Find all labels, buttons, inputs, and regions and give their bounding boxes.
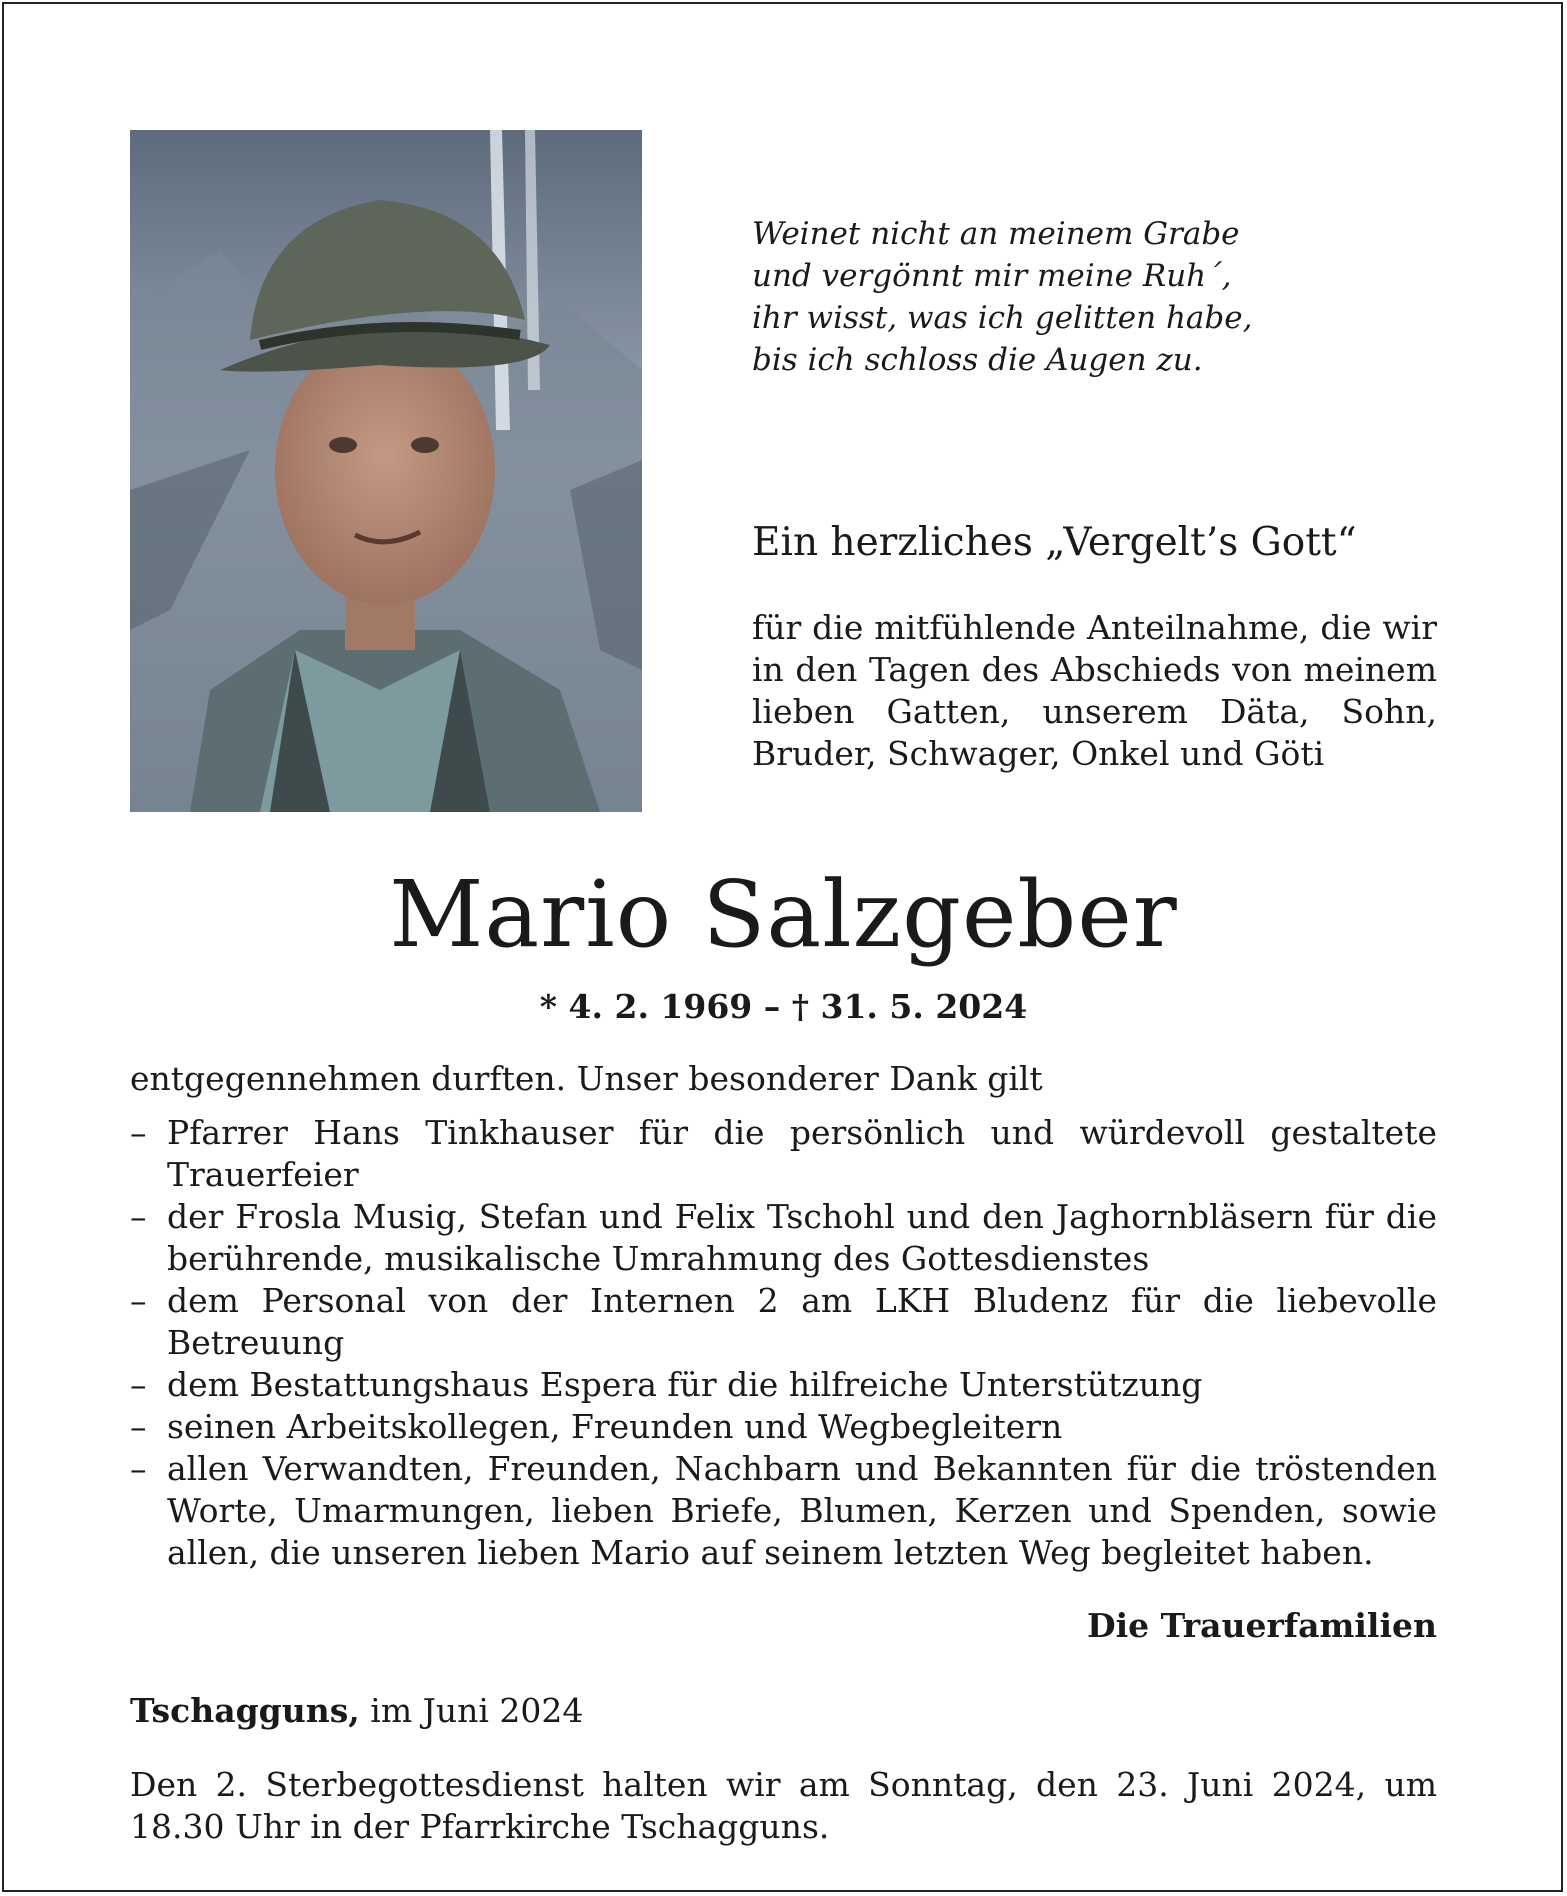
list-item: – seinen Arbeitskollegen, Freunden und Wegbegleitern bbox=[130, 1406, 1437, 1448]
service-notice: Den 2. Sterbegottesdienst halten wir am Sonntag, den 23. Juni 2024, um 18.30 Uhr in der Pfarrkirche Tschagguns. bbox=[130, 1765, 1437, 1846]
portrait-illustration bbox=[130, 130, 642, 812]
poem-line: und vergönnt mir meine Ruh´, bbox=[752, 258, 1232, 294]
place-month: im Juni 2024 bbox=[370, 1691, 584, 1730]
deceased-name: Mario Salzgeber bbox=[389, 861, 1178, 968]
poem-line: ihr wisst, was ich gelitten habe, bbox=[752, 300, 1253, 336]
poem-line: Weinet nicht an meinem Grabe bbox=[752, 216, 1240, 252]
life-dates: * 4. 2. 1969 – † 31. 5. 2024 bbox=[539, 987, 1028, 1026]
list-item: – der Frosla Musig, Stefan und Felix Tschohl und den Jaghornbläsern für die berührende, musikalische Umrahmung des Gottesdienstes bbox=[130, 1196, 1437, 1280]
list-item: – dem Personal von der Internen 2 am LKH Bludenz für die liebevolle Betreuung bbox=[130, 1280, 1437, 1364]
portrait-photo bbox=[130, 130, 642, 812]
list-item: – allen Verwandten, Freunden, Nachbarn und Bekannten für die tröstenden Worte, Umarmungen, lieben Briefe, Blumen, Kerzen und Spenden, sowie allen, die unseren lieben Mario auf seinem letzten Weg begleitet haben. bbox=[130, 1448, 1437, 1574]
thanks-continuation: entgegennehmen durften. Unser besonderer Dank gilt bbox=[130, 1059, 1043, 1098]
thanks-intro: für die mitfühlende Anteilnahme, die wir in den Tagen des Abschieds von meinem lieben Gatten, unserem Däta, Sohn, Bruder, Schwager, Onkel und Göti bbox=[752, 608, 1437, 773]
thanks-heading: Ein herzliches „Vergelt’s Gott“ bbox=[752, 520, 1357, 565]
poem-line: bis ich schloss die Augen zu. bbox=[752, 342, 1203, 378]
list-item: – Pfarrer Hans Tinkhauser für die persönlich und würdevoll gestaltete Trauerfeier bbox=[130, 1112, 1437, 1196]
thanks-list bbox=[130, 1112, 1437, 1574]
signature: Die Trauerfamilien bbox=[1086, 1606, 1437, 1645]
poem bbox=[752, 213, 1272, 381]
place-town: Tschagguns, bbox=[130, 1691, 360, 1730]
place-date bbox=[130, 1690, 1437, 1732]
list-item: – dem Bestattungshaus Espera für die hilfreiche Unterstützung bbox=[130, 1364, 1437, 1406]
